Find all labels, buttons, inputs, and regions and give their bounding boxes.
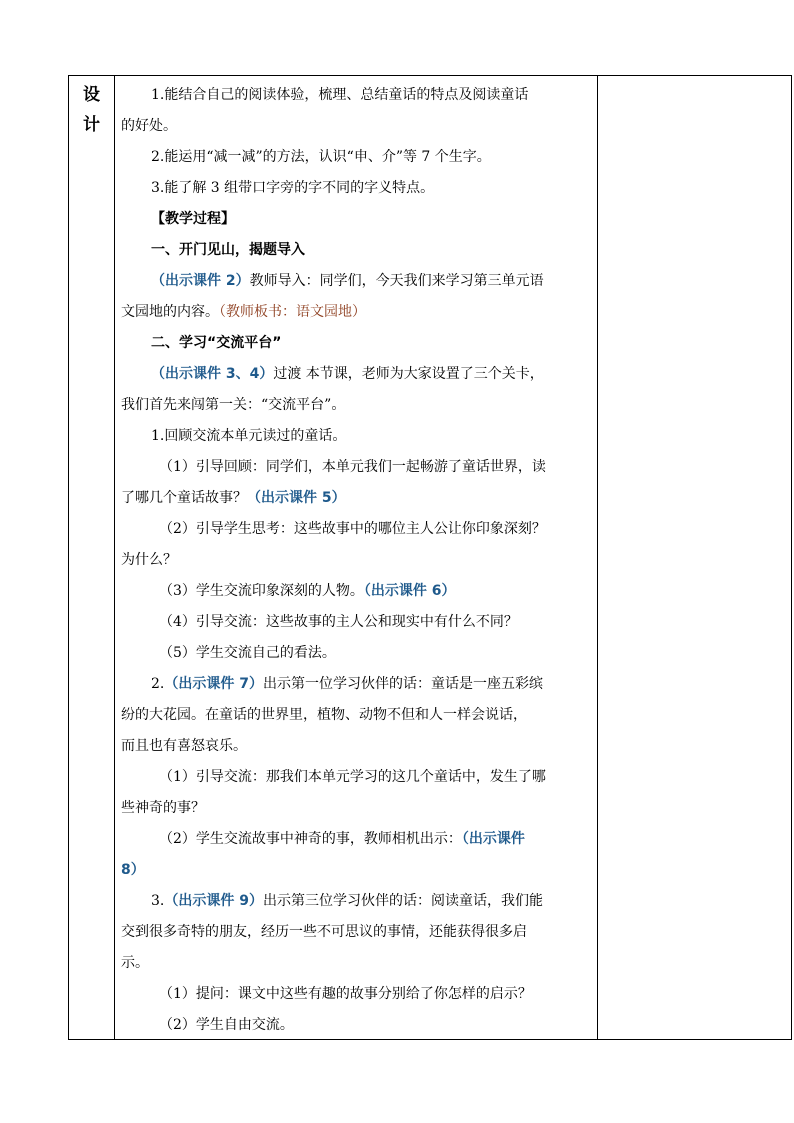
text-line: 2.（出示课件 7）出示第一位学习伙伴的话：童话是一座五彩缤 bbox=[151, 676, 543, 692]
lesson-plan-table bbox=[68, 75, 792, 1040]
text-line: （2）引导学生思考：这些故事中的哪位主人公让你印象深刻？ bbox=[159, 521, 546, 537]
text-line: 纷的大花园。在童话的世界里，植物、动物不但和人一样会说话， bbox=[121, 707, 527, 723]
text-line: 3.（出示课件 9）出示第三位学习伙伴的话：阅读童话，我们能 bbox=[151, 893, 543, 909]
text-line: 2.能运用“减一减”的方法，认识“申、介”等 7 个生字。 bbox=[151, 149, 491, 165]
section-heading: 二、学习“交流平台” bbox=[151, 335, 282, 351]
text-line: （1）引导交流：那我们本单元学习的这几个童话中，发生了哪 bbox=[159, 769, 546, 785]
column-divider bbox=[114, 76, 115, 1039]
text-line: 3.能了解 3 组带口字旁的字不同的字义特点。 bbox=[151, 180, 435, 196]
text-line: （2）学生交流故事中神奇的事，教师相机出示：（出示课件 bbox=[159, 831, 525, 847]
text-line: 为什么？ bbox=[121, 552, 177, 568]
section-heading: 【教学过程】 bbox=[151, 211, 235, 227]
section-label-char: 计 bbox=[83, 115, 100, 135]
text-line: 1.能结合自己的阅读体验，梳理、总结童话的特点及阅读童话 bbox=[151, 87, 529, 103]
text-line: 而且也有喜怒哀乐。 bbox=[121, 738, 247, 754]
text-line: （出示课件 2）教师导入：同学们，今天我们来学习第三单元语 bbox=[151, 273, 544, 289]
text-line: 我们首先来闯第一关：“交流平台”。 bbox=[121, 397, 346, 413]
text-line: 8） bbox=[121, 862, 145, 878]
text-line: （1）提问：课文中这些有趣的故事分别给了你怎样的启示？ bbox=[159, 986, 532, 1002]
text-line: （出示课件 3、4）过渡 本节课，老师为大家设置了三个关卡， bbox=[151, 366, 544, 382]
text-line: （3）学生交流印象深刻的人物。（出示课件 6） bbox=[159, 583, 456, 599]
section-label-char: 设 bbox=[83, 85, 100, 105]
text-line: （2）学生自由交流。 bbox=[159, 1017, 294, 1033]
text-line: 示。 bbox=[121, 955, 149, 971]
text-line: （1）引导回顾：同学们，本单元我们一起畅游了童话世界，读 bbox=[159, 459, 546, 475]
text-line: 些神奇的事？ bbox=[121, 800, 205, 816]
text-line: （4）引导交流：这些故事的主人公和现实中有什么不同？ bbox=[159, 614, 518, 630]
column-divider bbox=[597, 76, 598, 1039]
text-line: 了哪几个童话故事？（出示课件 5） bbox=[121, 490, 346, 506]
content-cell bbox=[121, 80, 593, 1041]
text-line: 交到很多奇特的朋友，经历一些不可思议的事情，还能获得很多启 bbox=[121, 924, 527, 940]
text-line: （5）学生交流自己的看法。 bbox=[159, 645, 336, 661]
text-line: 的好处。 bbox=[121, 118, 177, 134]
text-line: 文园地的内容。（教师板书：语文园地） bbox=[121, 304, 366, 320]
section-heading: 一、开门见山，揭题导入 bbox=[151, 242, 305, 258]
section-label bbox=[69, 76, 114, 140]
text-line: 1.回顾交流本单元读过的童话。 bbox=[151, 428, 347, 444]
